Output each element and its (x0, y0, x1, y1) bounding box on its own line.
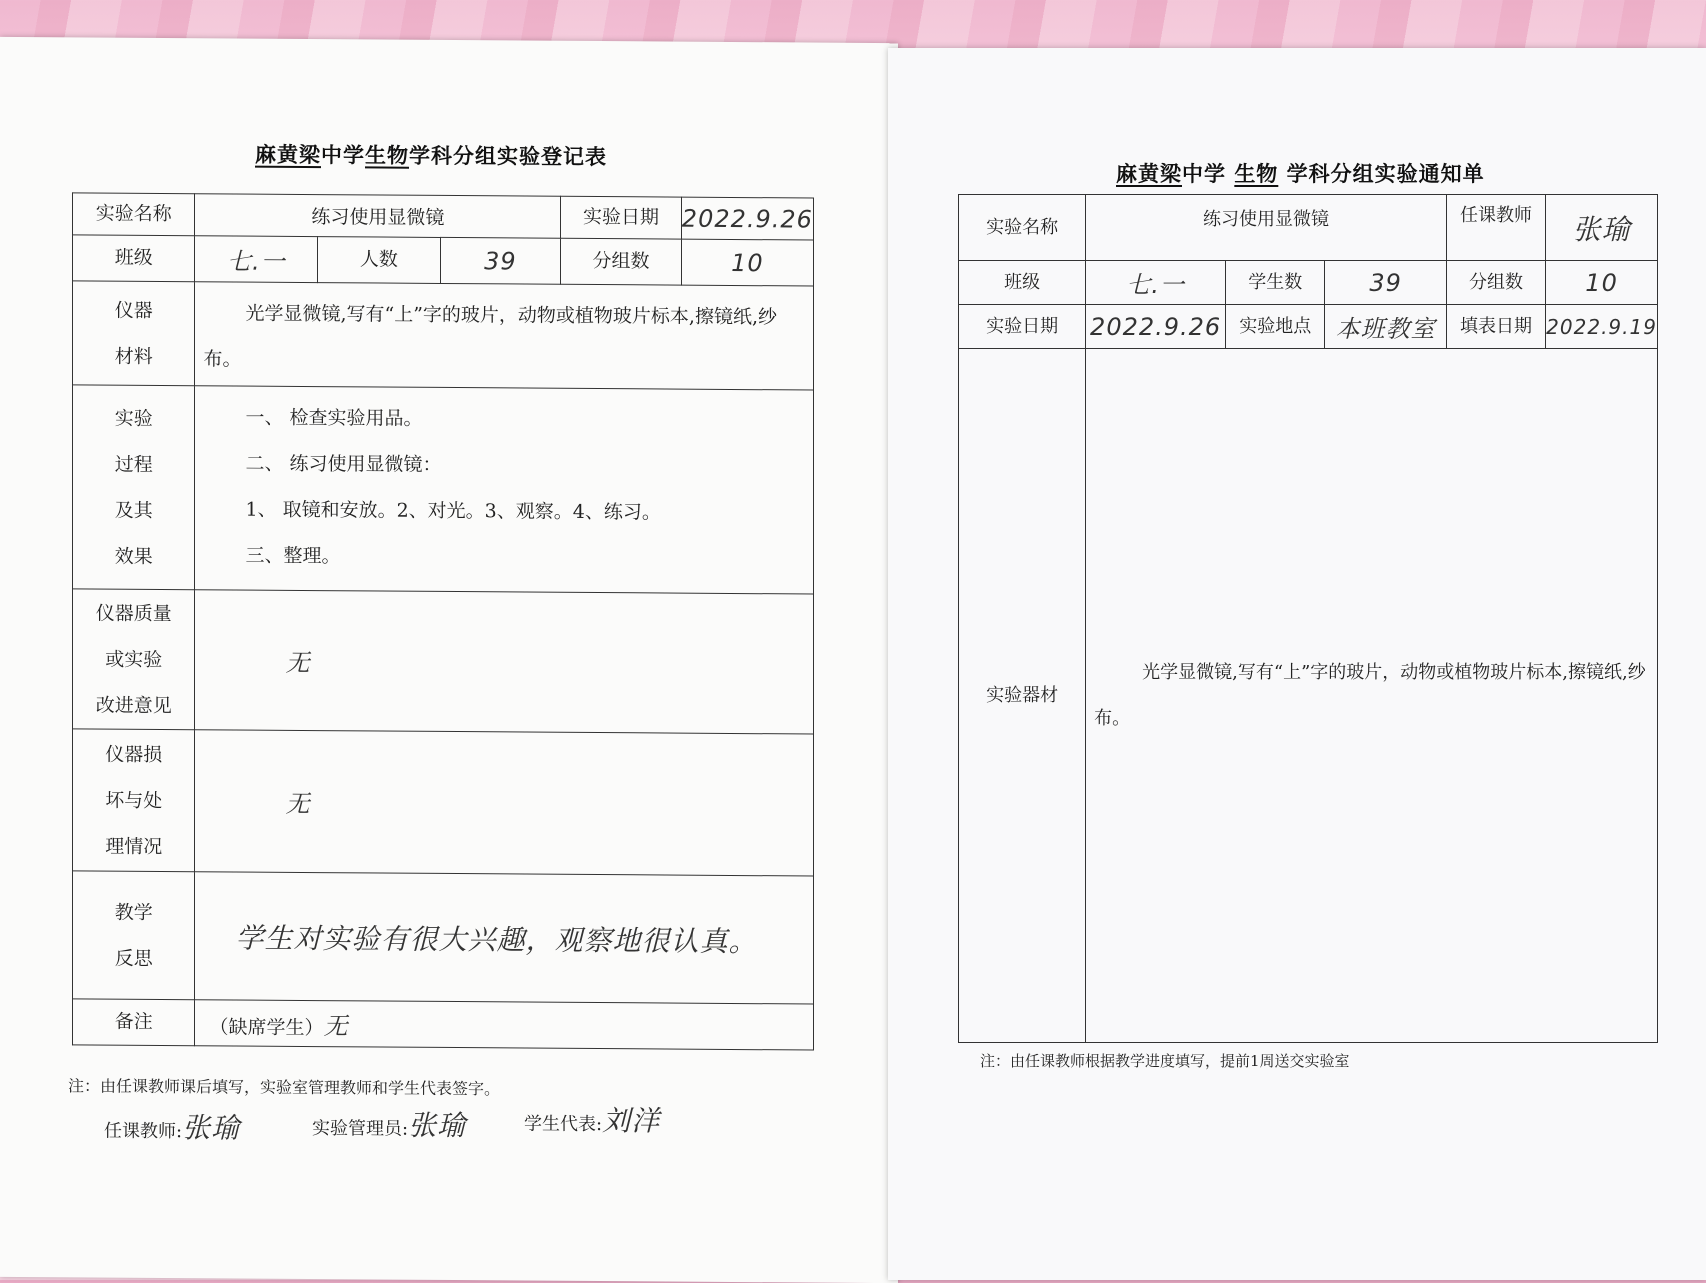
form-name: 学科分组实验通知单 (1286, 161, 1485, 186)
process-step: 二、 练习使用显微镜： (245, 452, 442, 476)
fill-date-value: 2022.9.19 (1546, 305, 1658, 349)
row-name-teacher (959, 195, 1658, 261)
teacher-signature: 任课教师:张瑜 (104, 1111, 241, 1145)
location-value: 本班教室 (1325, 305, 1446, 349)
row-quality (73, 589, 814, 734)
materials-value: 光学显微镜,写有“上”字的玻片，动物或植物玻片标本,擦镜纸,纱布。 (1086, 349, 1658, 1043)
registration-sheet (0, 37, 898, 1283)
row-damage (73, 729, 814, 876)
registration-title (255, 139, 607, 171)
notice-sheet (888, 48, 1706, 1280)
row-equipment (73, 281, 814, 390)
quality-value: 无 (195, 590, 814, 734)
notice-title (1116, 158, 1485, 188)
class-label: 班级 (73, 235, 195, 282)
quality-label: 仪器质量 或实验 改进意见 (73, 589, 195, 730)
remarks-handwritten: 无 (323, 1012, 349, 1041)
remarks-label: 备注 (73, 999, 195, 1046)
remarks-prefix: （缺席学生） (209, 1016, 324, 1040)
groups-value: 10 (1546, 261, 1658, 305)
experiment-name-value: 练习使用显微镜 (1086, 195, 1447, 261)
process-step: 1、 取镜和安放。2、对光。3、观察。4、练习。 (245, 498, 661, 524)
class-label: 班级 (959, 261, 1086, 305)
equipment-value: 光学显微镜,写有“上”字的玻片，动物或植物玻片标本,擦镜纸,纱布。 (195, 282, 814, 390)
process-value (195, 386, 814, 594)
process-step: 一、 检查实验用品。 (245, 406, 423, 430)
row-remarks (73, 999, 814, 1050)
teacher-value: 张瑜 (1546, 195, 1658, 261)
damage-value: 无 (195, 730, 814, 876)
registration-note: 注：由任课教师课后填写，实验室管理教师和学生代表签字。 (68, 1076, 501, 1099)
row-name-date (73, 193, 814, 240)
reflection-label: 教学 反思 (73, 871, 195, 1000)
students-label: 学生数 (1226, 261, 1325, 305)
student-rep-signature: 学生代表:刘洋 (524, 1104, 661, 1138)
row-date-location (959, 305, 1658, 349)
equipment-label: 仪器 材料 (73, 281, 195, 386)
process-step: 三、整理。 (245, 544, 341, 568)
groups-label: 分组数 (561, 238, 681, 285)
notice-note: 注：由任课教师根据教学进度填写，提前1周送交实验室 (980, 1052, 1350, 1070)
experiment-name-value: 练习使用显微镜 (195, 194, 561, 239)
count-label: 人数 (318, 237, 440, 284)
groups-label: 分组数 (1446, 261, 1545, 305)
experiment-name-label: 实验名称 (73, 193, 195, 236)
groups-value: 10 (681, 239, 813, 286)
subject-name: 生物 (1234, 161, 1279, 186)
school-name: 麻黄梁 (255, 141, 321, 168)
notice-table (958, 194, 1658, 1043)
school-type: 中学 (321, 142, 365, 168)
school-name: 麻黄梁 (1116, 161, 1182, 186)
count-value: 39 (440, 237, 561, 284)
damage-label: 仪器损 坏与处 理情况 (73, 729, 195, 872)
process-label: 实验 过程 及其 效果 (73, 385, 195, 590)
row-reflection (73, 871, 814, 1004)
form-name: 学科分组实验登记表 (409, 142, 607, 170)
experiment-name-label: 实验名称 (959, 195, 1086, 261)
registration-table (72, 192, 814, 1050)
subject-name: 生物 (365, 142, 409, 168)
experiment-date-value: 2022.9.26 (681, 197, 813, 240)
date-value: 2022.9.26 (1086, 305, 1226, 349)
remarks-value (195, 1000, 814, 1050)
fill-date-label: 填表日期 (1446, 305, 1545, 349)
reflection-value: 学生对实验有很大兴趣，观察地很认真。 (195, 872, 814, 1004)
school-type: 中学 (1182, 161, 1226, 186)
lab-admin-signature: 实验管理员:张瑜 (312, 1108, 467, 1143)
row-class-students (959, 261, 1658, 305)
teacher-label: 任课教师 (1446, 195, 1545, 261)
experiment-date-label: 实验日期 (561, 196, 681, 239)
location-label: 实验地点 (1226, 305, 1325, 349)
class-value: 七.一 (195, 236, 318, 283)
materials-label: 实验器材 (959, 349, 1086, 1043)
row-process (73, 385, 814, 594)
row-materials (959, 349, 1658, 1043)
class-value: 七.一 (1086, 261, 1226, 305)
students-value: 39 (1325, 261, 1446, 305)
row-class-count (73, 235, 814, 286)
date-label: 实验日期 (959, 305, 1086, 349)
